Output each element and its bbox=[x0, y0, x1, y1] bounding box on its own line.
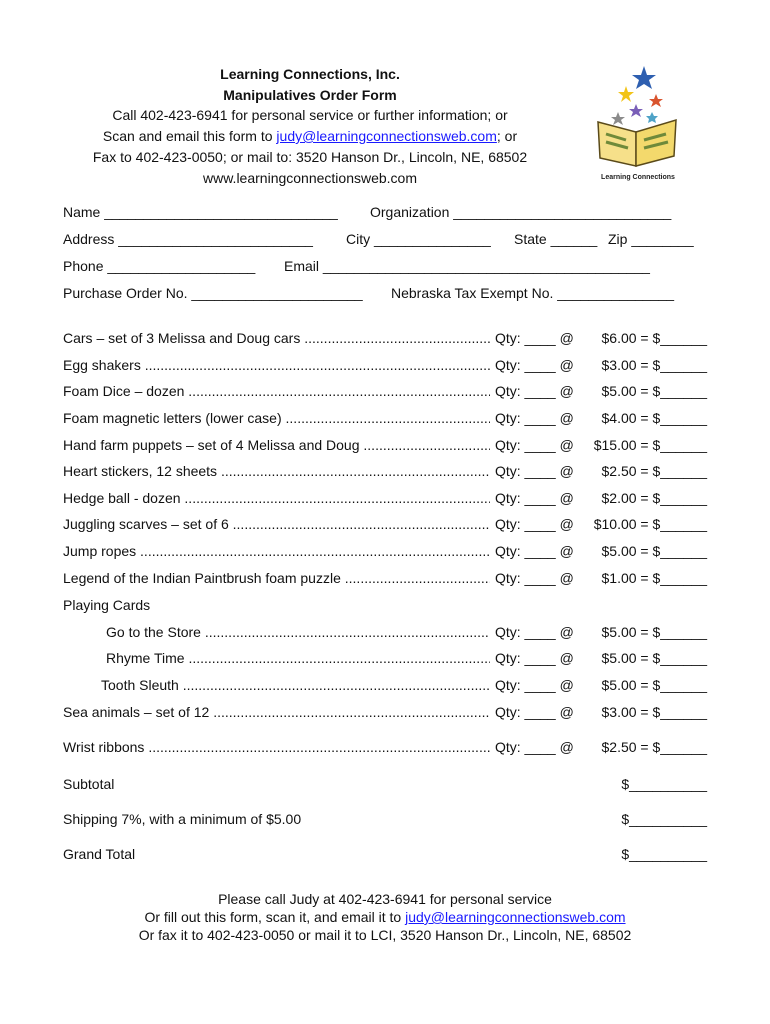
item-price: $5.00 = $______ bbox=[601, 677, 707, 693]
po-number-field[interactable]: Purchase Order No. ______________________ bbox=[63, 285, 363, 301]
zip-field[interactable]: Zip ________ bbox=[608, 231, 694, 247]
item-label: Legend of the Indian Paintbrush foam puzzle ..... bbox=[63, 570, 490, 586]
item-label: Heart stickers, 12 sheets ..... bbox=[63, 463, 490, 479]
qty-field[interactable]: Qty: ____ @ bbox=[495, 437, 574, 453]
item-label: Hedge ball - dozen ..... bbox=[63, 490, 490, 506]
logo-text: Learning Connections bbox=[601, 174, 675, 181]
shipping-label: Shipping 7%, with a minimum of $5.00 bbox=[63, 811, 302, 827]
address-field[interactable]: Address _________________________ bbox=[63, 231, 313, 247]
grand-total-label: Grand Total bbox=[63, 846, 136, 862]
shipping-field[interactable]: $__________ bbox=[621, 811, 707, 827]
open-book-icon bbox=[598, 120, 676, 166]
qty-field[interactable]: Qty: ____ @ bbox=[495, 357, 574, 373]
item-price: $5.00 = $______ bbox=[601, 650, 707, 666]
form-title: Manipulatives Order Form bbox=[223, 87, 397, 103]
footer-email-link[interactable]: judy@learningconnectionsweb.com bbox=[405, 909, 626, 925]
qty-field[interactable]: Qty: ____ @ bbox=[495, 704, 574, 720]
qty-field[interactable]: Qty: ____ @ bbox=[495, 383, 574, 399]
qty-field[interactable]: Qty: ____ @ bbox=[495, 516, 574, 532]
qty-field[interactable]: Qty: ____ @ bbox=[495, 624, 574, 640]
item-label: Egg shakers ..... bbox=[63, 357, 490, 373]
item-label: Juggling scarves – set of 6 ..... bbox=[63, 516, 490, 532]
item-price: $10.00 = $______ bbox=[593, 516, 707, 532]
item-price: $2.00 = $______ bbox=[601, 490, 707, 506]
footer-line-1: Please call Judy at 402-423-6941 for personal service bbox=[218, 891, 552, 907]
item-price: $5.00 = $______ bbox=[601, 543, 707, 559]
company-logo bbox=[592, 64, 684, 182]
qty-field[interactable]: Qty: ____ @ bbox=[495, 410, 574, 426]
item-label: Cars – set of 3 Melissa and Doug cars ..... bbox=[63, 330, 490, 346]
playing-cards-heading: Playing Cards bbox=[63, 597, 151, 613]
item-label: Foam magnetic letters (lower case) ..... bbox=[63, 410, 490, 426]
header-email-link[interactable]: judy@learningconnectionsweb.com bbox=[276, 128, 497, 144]
subtotal-label: Subtotal bbox=[63, 776, 115, 792]
item-label: Wrist ribbons ..... bbox=[63, 739, 490, 755]
item-price: $3.00 = $______ bbox=[601, 704, 707, 720]
item-label: Foam Dice – dozen ..... bbox=[63, 383, 490, 399]
phone-field[interactable]: Phone ___________________ bbox=[63, 258, 256, 274]
qty-field[interactable]: Qty: ____ @ bbox=[495, 739, 574, 755]
item-price: $1.00 = $______ bbox=[601, 570, 707, 586]
website: www.learningconnectionsweb.com bbox=[203, 170, 417, 186]
header-line-1: Call 402-423-6941 for personal service or further information; or bbox=[112, 107, 508, 123]
item-price: $5.00 = $______ bbox=[601, 624, 707, 640]
qty-field[interactable]: Qty: ____ @ bbox=[495, 463, 574, 479]
item-price: $6.00 = $______ bbox=[601, 330, 707, 346]
qty-field[interactable]: Qty: ____ @ bbox=[495, 570, 574, 586]
star-icons bbox=[611, 66, 663, 125]
organization-field[interactable]: Organization ____________________________ bbox=[370, 204, 672, 220]
item-label: Go to the Store ..... bbox=[106, 624, 490, 640]
qty-field[interactable]: Qty: ____ @ bbox=[495, 543, 574, 559]
email-field[interactable]: Email __________________________________________ bbox=[284, 258, 650, 274]
grand-total-field[interactable]: $__________ bbox=[621, 846, 707, 862]
item-price: $3.00 = $______ bbox=[601, 357, 707, 373]
item-price: $15.00 = $______ bbox=[593, 437, 707, 453]
item-price: $5.00 = $______ bbox=[601, 383, 707, 399]
item-price: $2.50 = $______ bbox=[601, 463, 707, 479]
footer-line-2: Or fill out this form, scan it, and email it to judy@learningconnectionsweb.com bbox=[144, 909, 626, 925]
qty-field[interactable]: Qty: ____ @ bbox=[495, 330, 574, 346]
item-price: $2.50 = $______ bbox=[601, 739, 707, 755]
state-field[interactable]: State ______ bbox=[514, 231, 598, 247]
item-price: $4.00 = $______ bbox=[601, 410, 707, 426]
name-field[interactable]: Name ______________________________ bbox=[63, 204, 338, 220]
header-line-2: Scan and email this form to judy@learningconnectionsweb.com; or bbox=[102, 128, 518, 144]
tax-exempt-field[interactable]: Nebraska Tax Exempt No. _______________ bbox=[391, 285, 675, 301]
city-field[interactable]: City _______________ bbox=[346, 231, 491, 247]
item-label: Sea animals – set of 12 ..... bbox=[63, 704, 490, 720]
item-label: Tooth Sleuth ..... bbox=[101, 677, 490, 693]
header-line-3: Fax to 402-423-0050; or mail to: 3520 Hanson Dr., Lincoln, NE, 68502 bbox=[92, 149, 528, 165]
subtotal-field[interactable]: $__________ bbox=[621, 776, 707, 792]
qty-field[interactable]: Qty: ____ @ bbox=[495, 490, 574, 506]
qty-field[interactable]: Qty: ____ @ bbox=[495, 650, 574, 666]
item-label: Hand farm puppets – set of 4 Melissa and Doug ..... bbox=[63, 437, 490, 453]
qty-field[interactable]: Qty: ____ @ bbox=[495, 677, 574, 693]
company-name: Learning Connections, Inc. bbox=[220, 66, 400, 82]
footer-line-3: Or fax it to 402-423-0050 or mail it to LCI, 3520 Hanson Dr., Lincoln, NE, 68502 bbox=[138, 927, 632, 943]
item-label: Rhyme Time ..... bbox=[106, 650, 490, 666]
item-label: Jump ropes ..... bbox=[63, 543, 490, 559]
